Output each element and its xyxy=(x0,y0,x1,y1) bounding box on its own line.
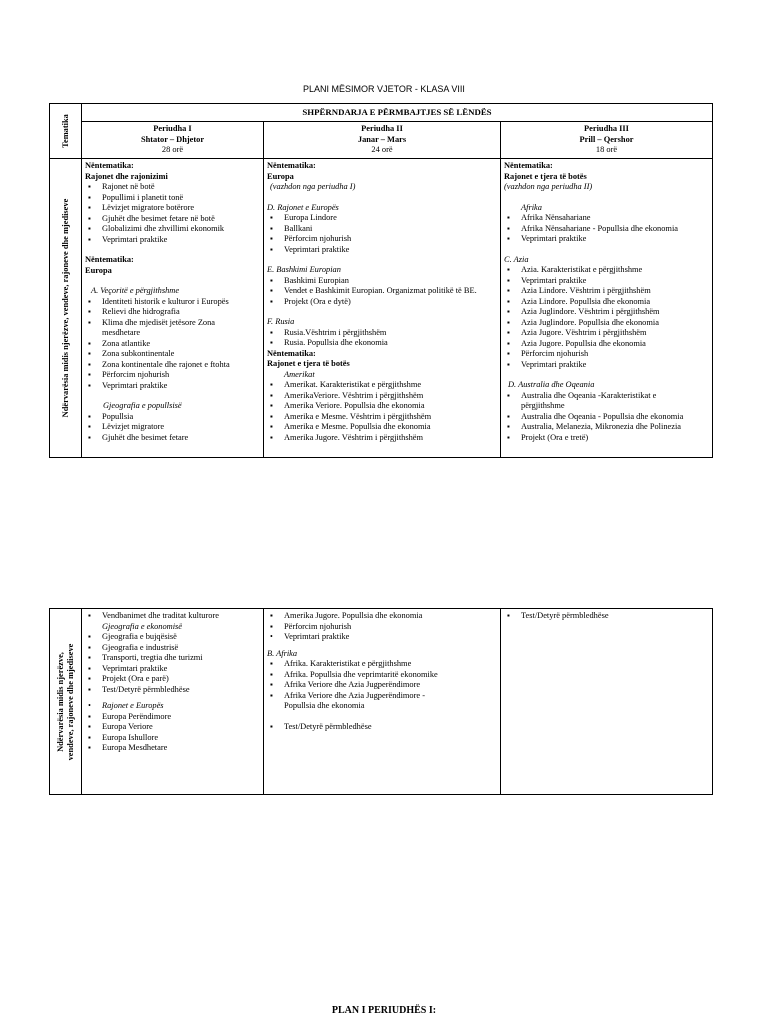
list-item: ▪ Europa Lindore xyxy=(267,213,497,224)
list-item: ▪ Amerika e Mesme. Vështrim i përgjithshëm xyxy=(267,412,497,423)
list-item: ▪ Veprimtari praktike xyxy=(504,276,709,287)
list-item: ▪ Rusia. Popullsia dhe ekonomia xyxy=(267,338,497,349)
list-item: ▪ Afrika Nënsahariane - Popullsia dhe ekonomia xyxy=(504,224,709,235)
list-item: ▪ Afrika Nënsahariane xyxy=(504,213,709,224)
list-item: ▪ Projekt (Ora e parë) xyxy=(85,674,260,685)
period-1-content-cont: ▪ Vendbanimet dhe traditat kulturore Gjeografia e ekonomisë ▪ Gjeografia e bujqësisë ▪ Gjeografia e industrisë ▪ Transporti, tregtia dhe turizmi ▪ Veprimtari praktike ▪ Projekt (Ora e parë) ▪ Test/Detyrë përmbledhëse • Rajonet e Europës ▪ Europa Perëndimore ▪ Europa Veriore ▪ Europa Ishullore ▪ Europa Mesdhetare xyxy=(82,609,264,795)
list-item: ▪ Zona atlantike xyxy=(85,339,260,350)
list-item: ▪ Transporti, tregtia dhe turizmi xyxy=(85,653,260,664)
list-item: ▪ Përforcim njohurish xyxy=(504,349,709,360)
period-3-content-cont xyxy=(501,609,713,795)
tematika-label: Tematika xyxy=(60,114,70,148)
plan-table-continued xyxy=(49,608,713,795)
period-3-content: Nëntematika: Rajonet e tjera të botës (vazhdon nga periudha II) Afrika ▪ Afrika Nënsahariane ▪ Afrika Nënsahariane - Popullsia dhe ekonomia ▪ Veprimtari praktike C. Azia ▪ Azia. Karakteristikat e përgjithshme ▪ Veprimtari praktike ▪ Azia Lindore. Vështrim i përgjithshëm ▪ Azia Lindore. Popullsia dhe ekonomia ▪ Azia Juglindore. Vështrim i përgjithshëm ▪ Azia Juglindore. Popullsia dhe ekonomia ▪ Azia Jugore. Vështrim i përgjithshëm ▪ Azia Jugore. Popullsia dhe ekonomia ▪ Përforcim njohurish ▪ Veprimtari praktike D. Australia dhe Oqeania ▪ Australia dhe Oqeania -Karakteristikat e përgjithshme ▪ Australia dhe Oqeania - Popullsia dhe ekonomia ▪ Australia, Melanezia, Mikronezia dhe Polinezia ▪ Projekt (Ora e tretë) xyxy=(501,159,713,458)
list-item: ▪ Identiteti historik e kulturor i Europës xyxy=(85,297,260,308)
list-item: ▪ Projekt (Ora e dytë) xyxy=(267,297,497,308)
list-item: ▪ Europa Ishullore xyxy=(85,733,260,744)
list-item: ▪ Klima dhe mjedisët jetësore Zona xyxy=(85,318,260,329)
list-item: ▪ Popullimi i planetit tonë xyxy=(85,193,260,204)
period-1-content: Nëntematika: Rajonet dhe rajonizimi ▪ Rajonet në botë ▪ Popullimi i planetit tonë ▪ Lëvizjet migratore botërore ▪ Gjuhët dhe besimet fetare në botë ▪ Globalizimi dhe zhvillimi ekonomik ▪ Veprimtari praktike Nëntematika: Europa A. Veçoritë e përgjithshme ▪ Identiteti historik e kulturor i Europës ▪ Relievi dhe hidrografia ▪ Klima dhe mjedisët jetësore Zona mesdhetare ▪ Zona atlantike ▪ Zona subkontinentale ▪ Zona kontinentale dhe rajonet e ftohta ▪ Përforcim njohurish ▪ Veprimtari praktike Gjeografia e popullsisë ▪ Popullsia ▪ Lëvizjet migratore ▪ Gjuhët dhe besimet fetare xyxy=(82,159,264,458)
list-item: ▪ Vendet e Bashkimit Europian. Organizmat politikë të BE. xyxy=(267,286,497,297)
document-title: PLANI MËSIMOR VJETOR - KLASA VIII xyxy=(303,84,465,94)
list-item: ▪ Rajonet në botë xyxy=(85,182,260,193)
list-item: ▪ Afrika. Karakteristikat e përgjithshme xyxy=(267,659,497,670)
list-item: ▪ Amerika Jugore. Vështrim i përgjithshëm xyxy=(267,433,497,444)
list-item: ▪ Gjuhët dhe besimet fetare në botë xyxy=(85,214,260,225)
tematika-header-cell xyxy=(50,104,82,159)
list-item: ▪ Zona kontinentale dhe rajonet e ftohta xyxy=(85,360,260,371)
list-item: ▪ Australia dhe Oqeania -Karakteristikat e xyxy=(504,391,709,402)
list-item: • Rajonet e Europës xyxy=(85,701,260,712)
list-item: ▪ Popullsia xyxy=(85,412,260,423)
list-item: ▪ Azia Lindore. Popullsia dhe ekonomia xyxy=(504,297,709,308)
list-item: ▪ Australia dhe Oqeania - Popullsia dhe ekonomia xyxy=(504,412,709,423)
list-item: ▪ Përforcim njohurish xyxy=(267,622,497,633)
list-item: ▪ Afrika Veriore dhe Azia Jugperëndimore - xyxy=(267,691,497,702)
period-2-content-cont: ▪ Amerika Jugore. Popullsia dhe ekonomia ▪ Përforcim njohurish • Veprimtari praktike B. Afrika ▪ Afrika. Karakteristikat e përgjithshme ▪ Afrika. Popullsia dhe veprimtaritë ekonomike ▪ Afrika Veriore dhe Azia Jugperëndimore ▪ Afrika Veriore dhe Azia Jugperëndimore - Popullsia dhe ekonomia ▪ Test/Detyrë përmbledhëse xyxy=(264,609,501,795)
list-item: ▪ Europa Veriore xyxy=(85,722,260,733)
list-item: ▪ Europa Perëndimore xyxy=(85,712,260,723)
list-item: ▪ Amerika e Mesme. Popullsia dhe ekonomia xyxy=(267,422,497,433)
list-item: ▪ Afrika. Popullsia dhe veprimtaritë ekonomike xyxy=(267,670,497,681)
period-2-content: Nëntematika: Europa (vazhdon nga periudha I) D. Rajonet e Europës ▪ Europa Lindore ▪ Ballkani ▪ Përforcim njohurish ▪ Veprimtari praktike E. Bashkimi Europian ▪ Bashkimi Europian ▪ Vendet e Bashkimit Europian. Organizmat politikë të BE. ▪ Projekt (Ora e dytë) F. Rusia ▪ Rusia.Vështrim i përgjithshëm ▪ Rusia. Popullsia dhe ekonomia Nëntematika: Rajonet e tjera të botës Amerikat ▪ Amerikat. Karakteristikat e përgjithshme ▪ AmerikaVeriore. Vështrim i përgjithshëm ▪ Amerika Veriore. Popullsia dhe ekonomia ▪ Amerika e Mesme. Vështrim i përgjithshëm ▪ Amerika e Mesme. Popullsia dhe ekonomia ▪ Amerika Jugore. Vështrim i përgjithshëm xyxy=(264,159,501,458)
list-item: ▪ Gjeografia e bujqësisë xyxy=(85,632,260,643)
list-item: ▪ Gjeografia e industrisë xyxy=(85,643,260,654)
list-item: • Veprimtari praktike xyxy=(267,632,497,643)
list-item: ▪ Veprimtari praktike xyxy=(504,234,709,245)
list-item: ▪ AmerikaVeriore. Vështrim i përgjithshëm xyxy=(267,391,497,402)
list-item: ▪ Zona subkontinentale xyxy=(85,349,260,360)
list-item: ▪ Azia Jugore. Vështrim i përgjithshëm xyxy=(504,328,709,339)
period-1-header: Periudha I Shtator – Dhjetor 28 orë xyxy=(82,122,264,159)
side-label-cell-2 xyxy=(50,609,82,795)
list-item: ▪ Globalizimi dhe zhvillimi ekonomik xyxy=(85,224,260,235)
list-item: ▪ Vendbanimet dhe traditat kulturore xyxy=(85,611,260,622)
side-label-cell xyxy=(50,159,82,458)
list-item: ▪ Relievi dhe hidrografia xyxy=(85,307,260,318)
list-item: ▪ Gjuhët dhe besimet fetare xyxy=(85,433,260,444)
list-item: ▪ Veprimtari praktike xyxy=(504,360,709,371)
list-item: ▪ Azia Jugore. Popullsia dhe ekonomia xyxy=(504,339,709,350)
list-item: ▪ Projekt (Ora e tretë) xyxy=(504,433,709,444)
period-2-header: Periudha II Janar – Mars 24 orë xyxy=(264,122,501,159)
side-label: Ndërvarësia midis njerëzve, vendeve, rajoneve dhe mjediseve xyxy=(60,198,70,418)
list-item: ▪ Afrika Veriore dhe Azia Jugperëndimore xyxy=(267,680,497,691)
list-item: ▪ Test/Detyrë përmbledhëse xyxy=(267,722,497,733)
list-item: ▪ Bashkimi Europian xyxy=(267,276,497,287)
list-item: ▪ Azia Juglindore. Popullsia dhe ekonomia xyxy=(504,318,709,329)
list-item: ▪ Lëvizjet migratore botërore xyxy=(85,203,260,214)
list-item: ▪ Azia Juglindore. Vështrim i përgjithshëm xyxy=(504,307,709,318)
list-item: ▪ Veprimtari praktike xyxy=(85,235,260,246)
list-item: ▪ Amerika Jugore. Popullsia dhe ekonomia xyxy=(267,611,497,622)
list-item: ▪ Australia, Melanezia, Mikronezia dhe Polinezia xyxy=(504,422,709,433)
list-item: ▪ Rusia.Vështrim i përgjithshëm xyxy=(267,328,497,339)
side-label-2: Ndërvarësia midis njerëzve, vendeve, rajoneve dhe mjediseve xyxy=(55,643,75,760)
list-item: ▪ Amerikat. Karakteristikat e përgjithshme xyxy=(267,380,497,391)
table-header: SHPËRNDARJA E PËRMBAJTJES SË LËNDËS xyxy=(82,104,713,122)
list-item: ▪ Përforcim njohurish xyxy=(267,234,497,245)
period-3-header: Periudha III Prill – Qershor 18 orë xyxy=(501,122,713,159)
list-item: ▪ Lëvizjet migratore xyxy=(85,422,260,433)
list-item: ▪ Test/Detyrë përmbledhëse xyxy=(504,611,709,622)
list-item: ▪ Test/Detyrë përmbledhëse xyxy=(85,685,260,696)
list-item: ▪ Veprimtari praktike xyxy=(85,381,260,392)
list-item: ▪ Veprimtari praktike xyxy=(85,664,260,675)
list-item: ▪ Azia Lindore. Vështrim i përgjithshëm xyxy=(504,286,709,297)
list-item: ▪ Amerika Veriore. Popullsia dhe ekonomia xyxy=(267,401,497,412)
list-item: ▪ Veprimtari praktike xyxy=(267,245,497,256)
period-plan-title: PLAN I PERIUDHËS I: xyxy=(331,1005,437,1016)
plan-table xyxy=(49,103,713,458)
list-item: ▪ Ballkani xyxy=(267,224,497,235)
list-item: ▪ Përforcim njohurish xyxy=(85,370,260,381)
list-item: ▪ Azia. Karakteristikat e përgjithshme xyxy=(504,265,709,276)
list-item: ▪ Europa Mesdhetare xyxy=(85,743,260,754)
